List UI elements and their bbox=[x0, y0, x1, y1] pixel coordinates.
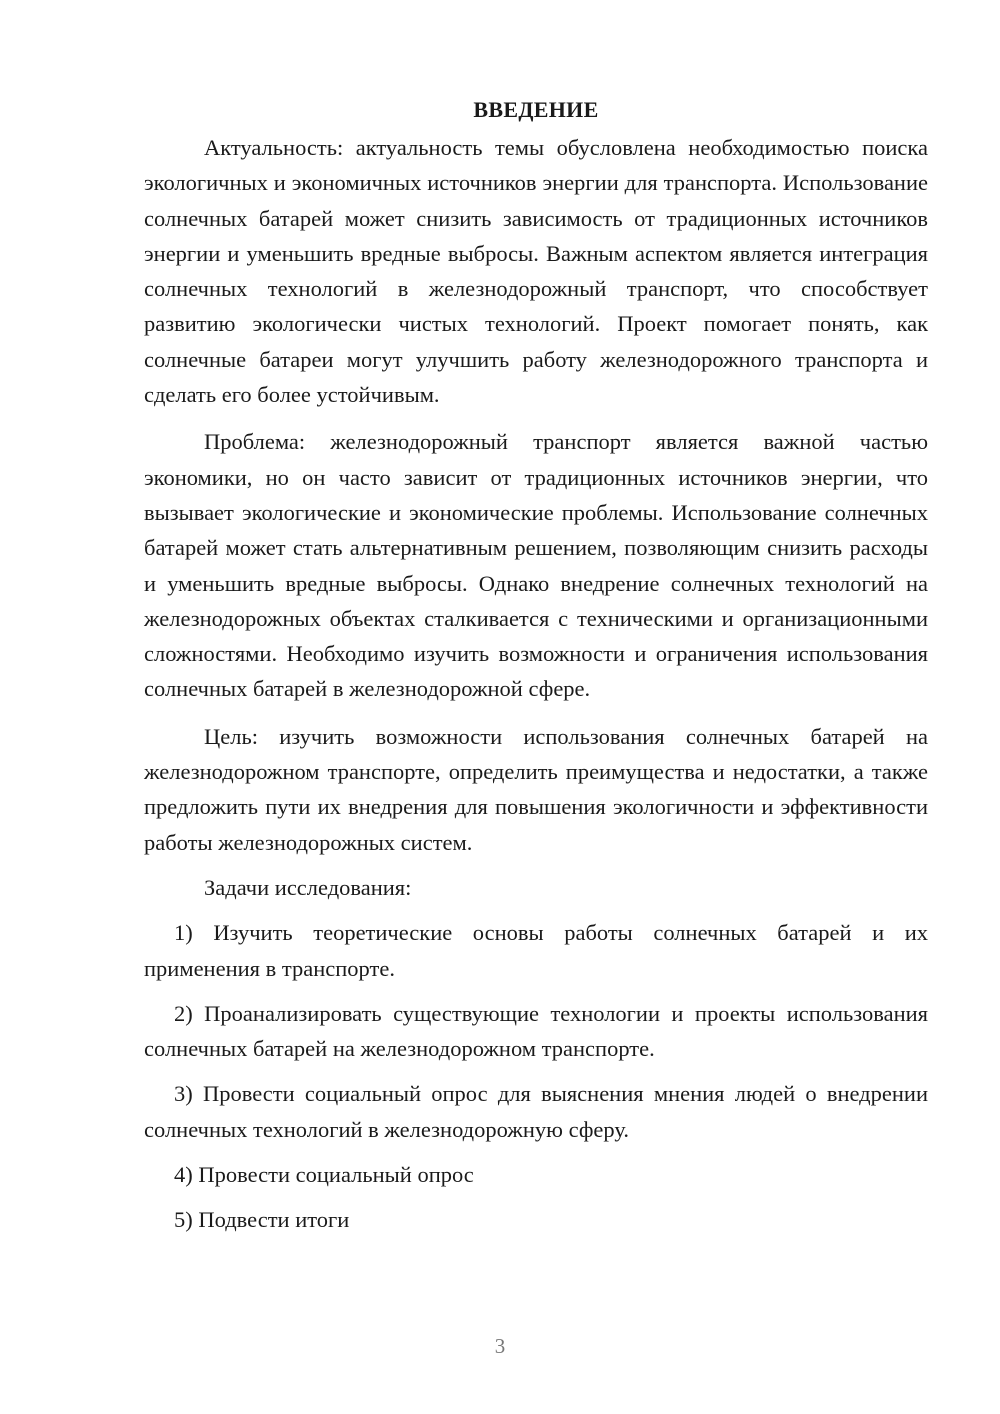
task-item-2: 2) Проанализировать существующие технологии и проекты использования солнечных батарей на железнодорожном транспорте. bbox=[144, 1000, 928, 1062]
paragraph-relevance: Актуальность: актуальность темы обусловлена необходимостью поиска экологичных и экономичных источников энергии для транспорта. Использование солнечных батарей может снизить зависимость от традиционных источников энергии и уменьшить вредные выбросы. Важным аспектом является интеграция солнечных технологий в железнодорожный транспорт, что способствует развитию экологически чистых технологий. Проект помогает понять, как солнечные батареи могут улучшить работу железнодорожного транспорта и сделать его более устойчивым. bbox=[144, 135, 928, 408]
page-number: 3 bbox=[494, 1334, 506, 1358]
task-item-1: 1) Изучить теоретические основы работы солнечных батарей и их применения в транспорте. bbox=[144, 920, 928, 981]
paragraph-goal: Цель: изучить возможности использования солнечных батарей на железнодорожном транспорте, определить преимущества и недостатки, а также предложить пути их внедрения для повышения экологичности и эффективности работы железнодорожных систем. bbox=[144, 723, 928, 855]
page-title: ВВЕДЕНИЕ bbox=[473, 97, 599, 122]
tasks-list bbox=[144, 915, 928, 1237]
document-page bbox=[144, 92, 928, 1238]
task-item-3: 3) Провести социальный опрос для выяснения мнения людей о внедрении солнечных технологий в железнодорожную сферу. bbox=[144, 1081, 928, 1142]
task-item-4: 4) Провести социальный опрос bbox=[174, 1162, 474, 1188]
tasks-heading: Задачи исследования: bbox=[204, 874, 412, 900]
task-item-5: 5) Подвести итоги bbox=[174, 1207, 350, 1233]
paragraph-problem: Проблема: железнодорожный транспорт является важной частью экономики, но он часто зависит от традиционных источников энергии, что вызывает экологические и экономические проблемы. Использование солнечных батарей может стать альтернативным решением, позволяющим снизить расходы и уменьшить вредные выбросы. Однако внедрение солнечных технологий на железнодорожных объектах сталкивается с техническими и организационными сложностями. Необходимо изучить возможности и ограничения использования солнечных батарей в железнодорожной сфере. bbox=[144, 429, 928, 702]
